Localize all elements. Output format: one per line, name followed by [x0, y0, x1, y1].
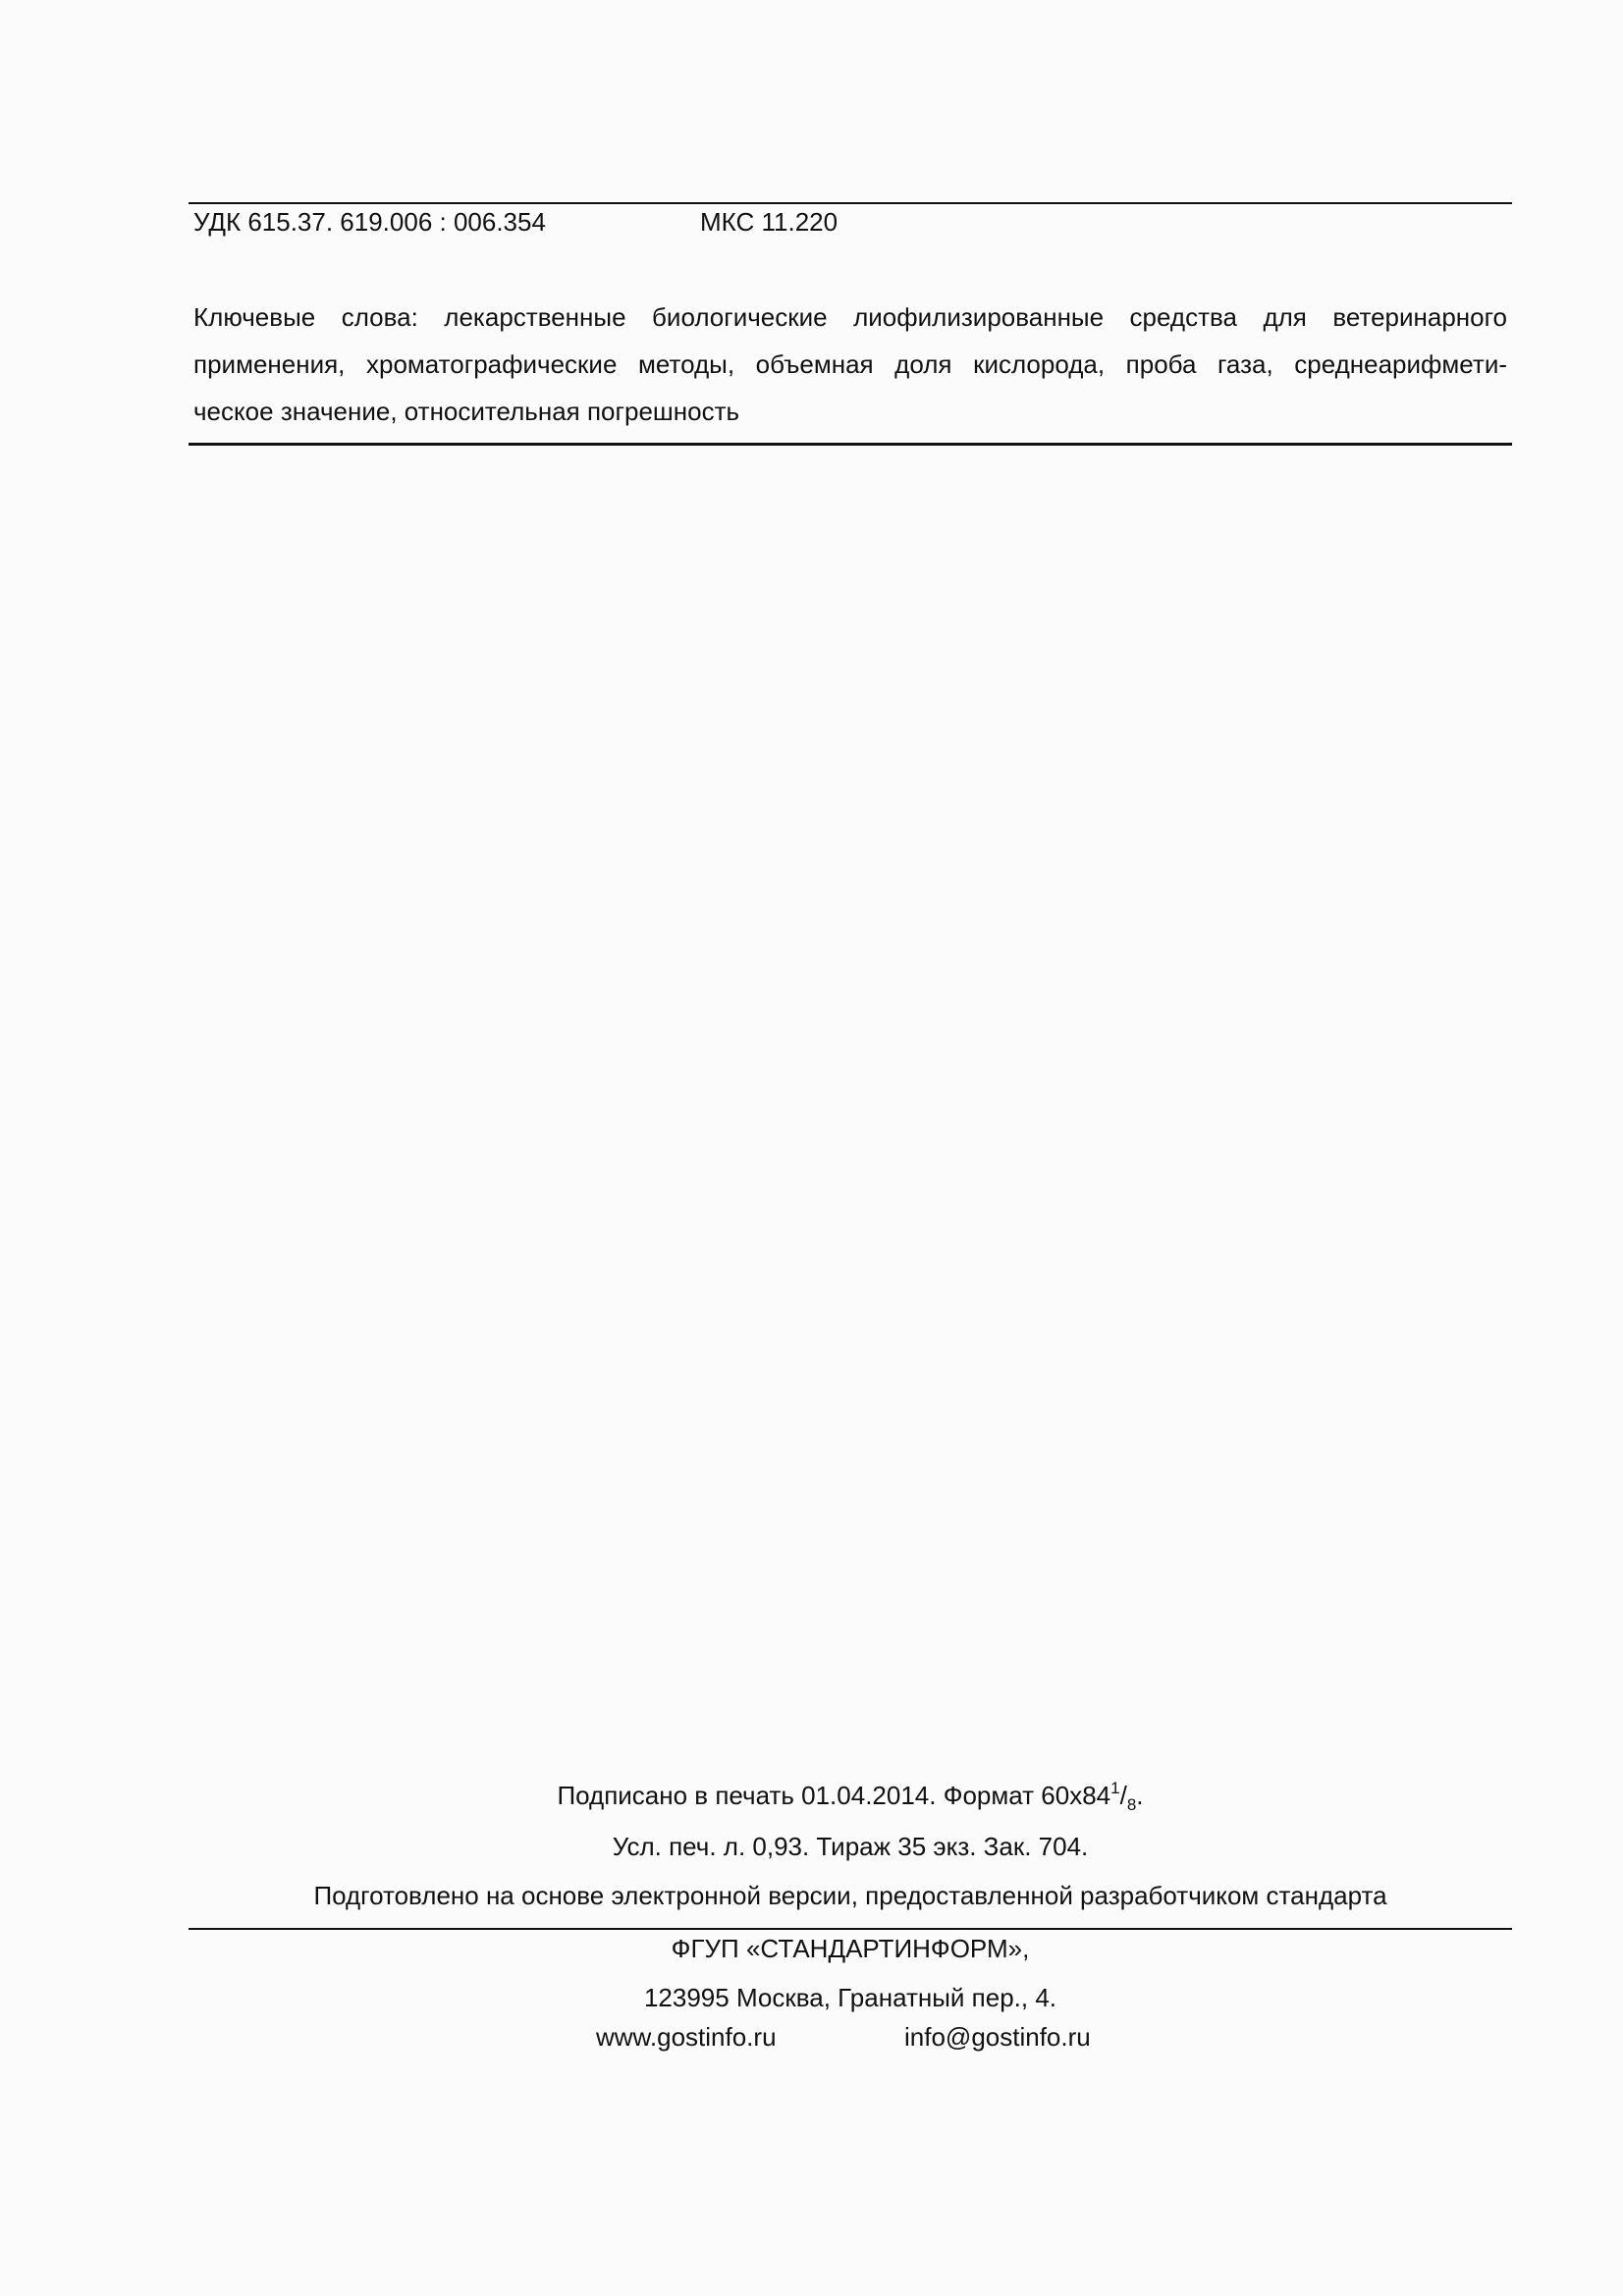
- publisher-address: 123995 Москва, Гранатный пер., 4.: [643, 1983, 1057, 2012]
- print-info: Усл. печ. л. 0,93. Тираж 35 экз. Зак. 704.: [612, 1832, 1089, 1861]
- signed-for-print: [189, 1779, 1512, 1814]
- email-link[interactable]: info@gostinfo.ru: [904, 2022, 1091, 2052]
- keywords-line: ческое значение, относительная погрешность: [193, 397, 740, 426]
- keywords-line: применения, хроматографические методы, объемная доля кислорода, проба газа, среднеарифмети-: [193, 349, 1507, 379]
- format-numerator: 1: [1110, 1779, 1120, 1797]
- imprint-rule: [189, 1928, 1512, 1930]
- signed-text: Подписано в печать 01.04.2014. Формат 60х84: [557, 1781, 1111, 1810]
- format-denominator: 8: [1126, 1795, 1137, 1814]
- publisher-name: ФГУП «СТАНДАРТИНФОРМ»,: [671, 1934, 1030, 1963]
- format-slash: /: [1119, 1781, 1127, 1810]
- udk-code: УДК 615.37. 619.006 : 006.354: [193, 207, 546, 237]
- keywords-line: Ключевые слова: лекарственные биологические лиофилизированные средства для ветеринарного: [193, 302, 1507, 332]
- website-link[interactable]: www.gostinfo.ru: [596, 2022, 777, 2052]
- keywords-block: [193, 294, 1507, 435]
- keywords-bottom-rule: [189, 443, 1512, 446]
- top-rule: [189, 202, 1512, 204]
- signed-end: .: [1136, 1781, 1144, 1810]
- mks-code: МКС 11.220: [700, 207, 839, 237]
- prepared-note: Подготовлено на основе электронной версии, предоставленной разработчиком стандарта: [313, 1881, 1387, 1910]
